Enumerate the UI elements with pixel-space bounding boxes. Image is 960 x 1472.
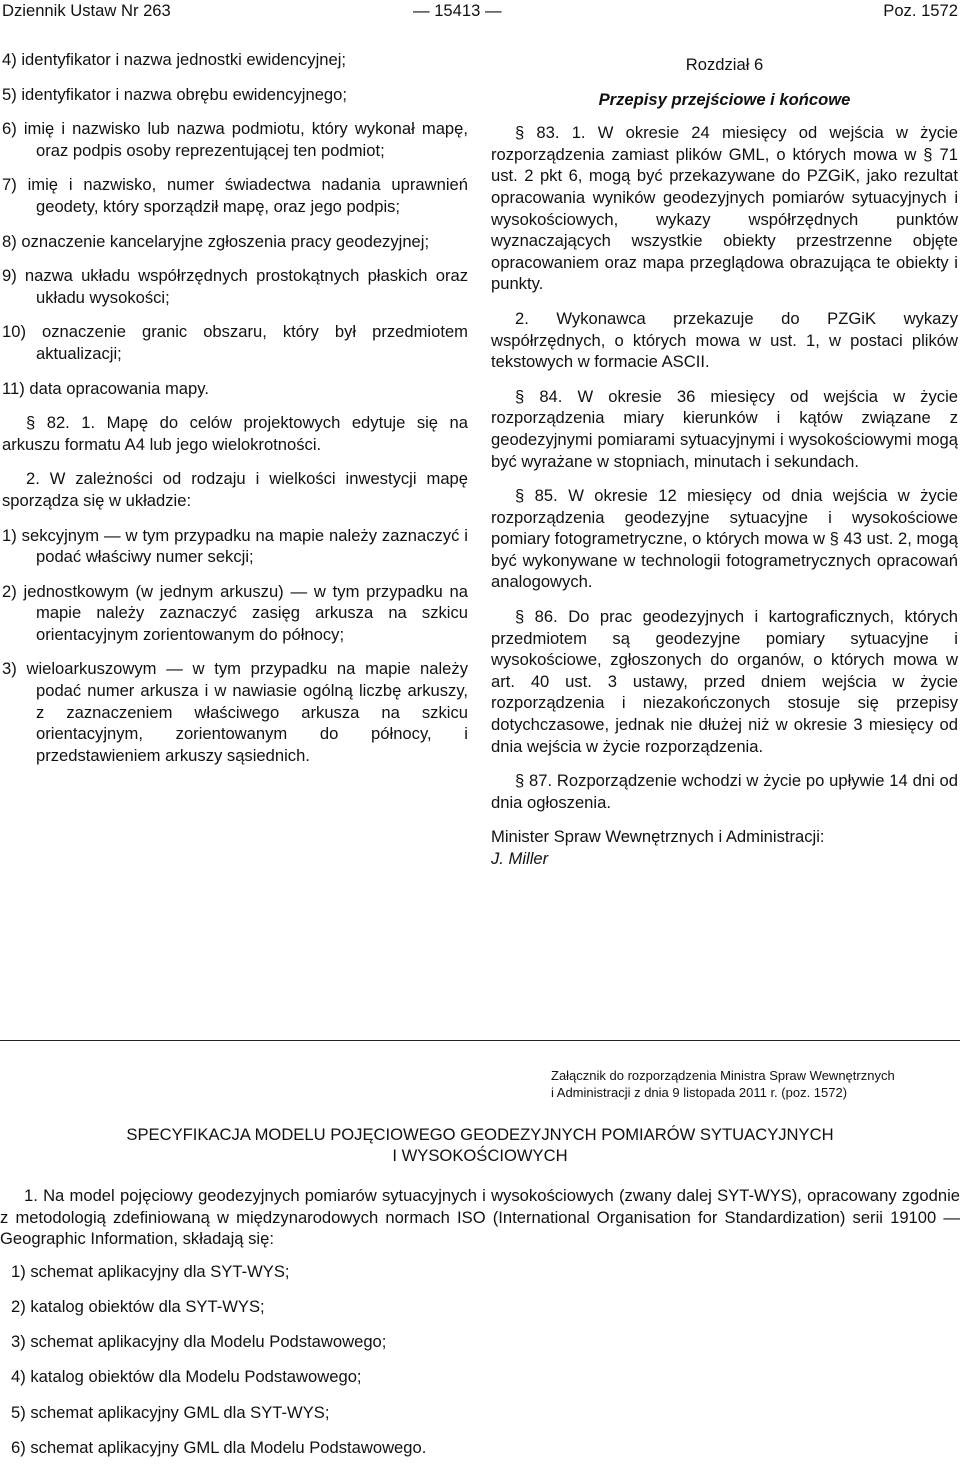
spec-title-line: SPECYFIKACJA MODELU POJĘCIOWEGO GEODEZYJNYCH POMIARÓW SYTUACYJNYCH <box>126 1125 834 1144</box>
left-column <box>2 49 468 779</box>
list-item: 7) imię i nazwisko, numer świadectwa nadania uprawnień geodety, który sporządził mapę, oraz jego podpis; <box>2 175 468 216</box>
list-item: 11) data opracowania mapy. <box>2 378 209 398</box>
spec-body <box>0 1185 960 1472</box>
list-item: 1) schemat aplikacyjny dla SYT-WYS; <box>11 1261 290 1281</box>
list-item: 8) oznaczenie kancelaryjne zgłoszenia pracy geodezyjnej; <box>2 231 430 251</box>
paragraph-85: § 85. W okresie 12 miesięcy od dnia wejścia w życie rozporządzenia geodezyjne sytuacyjne i wysokościowe pomiary fotogrametryczne, o których mowa w § 43 ust. 2, mogą być wykonywane w technologii fotogrametrycznych opracowań analogowych. <box>491 486 958 592</box>
signature-name: J. Miller <box>491 849 549 868</box>
paragraph-86: § 86. Do prac geodezyjnych i kartograficznych, których przedmiotem są geodezyjne pomiary sytuacyjne i wysokościowe, zgłoszonych do organów, o których mowa w art. 40 ust. 3 ustawy, przed dniem wejścia w życie rozporządzenia i niezakończonych stosuje się przepisy dotychczasowe, jednak nie dłużej niż w okresie 3 miesięcy od dnia wejścia w życie rozporządzenia. <box>491 607 958 756</box>
list-item: 6) imię i nazwisko lub nazwa podmiotu, który wykonał mapę, oraz podpis osoby reprezentującej ten podmiot; <box>2 119 468 160</box>
chapter-number: Rozdział 6 <box>685 55 764 74</box>
list-item: 9) nazwa układu współrzędnych prostokątnych płaskich oraz układu wysokości; <box>2 266 468 307</box>
spec-intro: 1. Na model pojęciowy geodezyjnych pomiarów sytuacyjnych i wysokościowych (zwany dalej SYT-WYS), opracowany zgodnie z metodologią zdefiniowaną w międzynarodowych normach ISO (International Organisation for Standardization) serii 19100 — Geographic Information, składają się: <box>0 1186 960 1249</box>
list-item: 10) oznaczenie granic obszaru, który był przedmiotem aktualizacji; <box>2 322 468 363</box>
signature-label: Minister Spraw Wewnętrznych i Administracji: <box>491 827 825 847</box>
spec-list <box>0 1261 960 1472</box>
list-item: 2) jednostkowym (w jednym arkuszu) — w tym przypadku na mapie należy zaznaczyć zasięg arkusza na szkicu orientacyjnym zorientowanym do północy; <box>2 581 468 644</box>
annex-note <box>551 1067 960 1101</box>
list-item: 1) sekcyjnym — w tym przypadku na mapie należy zaznaczyć i podać właściwy numer sekcji; <box>2 525 468 567</box>
paragraph-82-2: 2. W zależności od rodzaju i wielkości inwestycji mapę sporządza się w układzie: <box>2 469 468 510</box>
page-header <box>0 0 960 24</box>
chapter-title: Przepisy przejściowe i końcowe <box>598 89 851 109</box>
spec-title <box>0 1124 960 1166</box>
annex-line: i Administracji z dnia 9 listopada 2011 r. (poz. 1572) <box>551 1085 848 1100</box>
list-item: 5) identyfikator i nazwa obrębu ewidencyjnego; <box>2 84 347 104</box>
paragraph-82-1: § 82. 1. Mapę do celów projektowych edytuje się na arkuszu formatu A4 lub jego wielokrotności. <box>2 413 468 454</box>
journal-title: Dziennik Ustaw Nr 263 <box>2 1 171 20</box>
list-item: 3) schemat aplikacyjny dla Modelu Podstawowego; <box>11 1332 387 1352</box>
paragraph-83-2: 2. Wykonawca przekazuje do PZGiK wykazy współrzędnych, o których mowa w ust. 1, w postaci plików tekstowych w formacie ASCII. <box>491 308 958 372</box>
list-item: 6) schemat aplikacyjny GML dla Modelu Podstawowego. <box>11 1437 427 1457</box>
page-number: — 15413 — <box>413 1 502 20</box>
position-number: Poz. 1572 <box>883 1 958 20</box>
list-item: 2) katalog obiektów dla SYT-WYS; <box>11 1296 265 1316</box>
list-item: 5) schemat aplikacyjny GML dla SYT-WYS; <box>11 1402 330 1422</box>
spec-title-line: I WYSOKOŚCIOWYCH <box>392 1146 568 1165</box>
list-item: 3) wieloarkuszowym — w tym przypadku na mapie należy podać numer arkusza i w nawiasie ogólną liczbę arkuszy, z zaznaczeniem właściwego arkusza na szkicu orientacyjnym, zorientowanym do północy, i przedstawieniem arkuszy sąsiednich. <box>2 659 468 765</box>
paragraph-83-1: § 83. 1. W okresie 24 miesięcy od wejścia w życie rozporządzenia zamiast plików GML, o których mowa w § 71 ust. 2 pkt 6, mogą być przekazywane do PZGiK, jako rezultat opracowania wyników geodezyjnych pomiarów sytuacyjnych i wysokościowych, wykazy współrzędnych punktów wyznaczających wszystkie obiekty przestrzenne objęte opracowaniem oraz mapa przeglądowa obrazująca te obiekty i punkty. <box>491 123 958 294</box>
right-column <box>491 54 958 870</box>
section-divider <box>0 1040 960 1041</box>
list-item: 4) katalog obiektów dla Modelu Podstawowego; <box>11 1367 362 1387</box>
annex-line: Załącznik do rozporządzenia Ministra Spraw Wewnętrznych <box>551 1068 895 1083</box>
paragraph-87: § 87. Rozporządzenie wchodzi w życie po upływie 14 dni od dnia ogłoszenia. <box>491 771 958 812</box>
paragraph-84: § 84. W okresie 36 miesięcy od wejścia w życie rozporządzenia miary kierunków i kątów związane z geodezyjnymi pomiarami sytuacyjnymi i wysokościowymi mogą być wyrażane w stopniach, minutach i sekundach. <box>491 386 958 471</box>
list-item: 4) identyfikator i nazwa jednostki ewidencyjnej; <box>2 50 347 69</box>
